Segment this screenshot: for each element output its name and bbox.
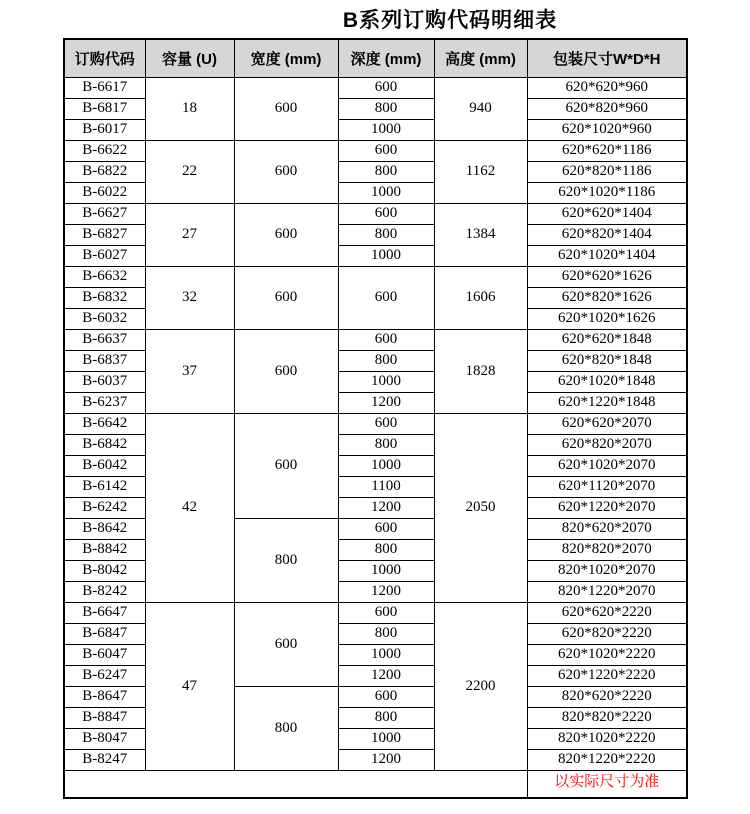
- depth-cell: 1000: [338, 455, 434, 476]
- capacity-cell: 27: [145, 203, 234, 266]
- package-size-cell: 620*820*960: [527, 98, 687, 119]
- package-size-cell: 820*1020*2220: [527, 728, 687, 749]
- order-code-cell: B-6817: [64, 98, 145, 119]
- capacity-cell: 47: [145, 602, 234, 770]
- depth-cell: 1200: [338, 665, 434, 686]
- order-code-cell: B-6632: [64, 266, 145, 287]
- depth-cell: 1200: [338, 581, 434, 602]
- header-depth: 深度 (mm): [338, 39, 434, 77]
- capacity-cell: 18: [145, 77, 234, 140]
- table-row: [64, 329, 687, 350]
- height-cell: 2200: [434, 602, 527, 770]
- order-code-cell: B-6647: [64, 602, 145, 623]
- depth-cell: 800: [338, 539, 434, 560]
- order-code-cell: B-6027: [64, 245, 145, 266]
- package-size-cell: 620*1020*2220: [527, 644, 687, 665]
- order-code-cell: B-6017: [64, 119, 145, 140]
- package-size-cell: 620*620*1186: [527, 140, 687, 161]
- depth-cell: 600: [338, 203, 434, 224]
- order-code-cell: B-6047: [64, 644, 145, 665]
- order-code-cell: B-6247: [64, 665, 145, 686]
- depth-cell: 800: [338, 350, 434, 371]
- width-cell: 600: [234, 140, 338, 203]
- order-code-cell: B-6827: [64, 224, 145, 245]
- order-code-cell: B-6637: [64, 329, 145, 350]
- order-code-cell: B-6142: [64, 476, 145, 497]
- package-size-cell: 620*620*1626: [527, 266, 687, 287]
- package-size-cell: 620*1020*1848: [527, 371, 687, 392]
- depth-cell: 1200: [338, 749, 434, 770]
- header-width: 宽度 (mm): [234, 39, 338, 77]
- order-code-cell: B-8242: [64, 581, 145, 602]
- package-size-cell: 820*1220*2220: [527, 749, 687, 770]
- depth-cell: 600: [338, 518, 434, 539]
- depth-cell: 1000: [338, 728, 434, 749]
- package-size-cell: 620*820*1186: [527, 161, 687, 182]
- package-size-cell: 820*820*2220: [527, 707, 687, 728]
- order-code-cell: B-8847: [64, 707, 145, 728]
- table-row: [64, 413, 687, 434]
- package-size-cell: 620*1220*1848: [527, 392, 687, 413]
- height-cell: 940: [434, 77, 527, 140]
- capacity-cell: 37: [145, 329, 234, 413]
- package-size-cell: 620*620*2070: [527, 413, 687, 434]
- depth-cell: 600: [338, 329, 434, 350]
- header-height: 高度 (mm): [434, 39, 527, 77]
- depth-cell: 600: [338, 686, 434, 707]
- package-size-cell: 620*620*960: [527, 77, 687, 98]
- package-size-cell: 620*1020*1186: [527, 182, 687, 203]
- depth-cell: 600: [338, 413, 434, 434]
- order-code-cell: B-6822: [64, 161, 145, 182]
- order-code-cell: B-6242: [64, 497, 145, 518]
- header-capacity: 容量 (U): [145, 39, 234, 77]
- footer-empty-cell: [64, 770, 527, 798]
- footer-row: [64, 770, 687, 798]
- height-cell: 1384: [434, 203, 527, 266]
- depth-cell: 600: [338, 77, 434, 98]
- height-cell: 1162: [434, 140, 527, 203]
- order-code-cell: B-6627: [64, 203, 145, 224]
- depth-cell: 800: [338, 98, 434, 119]
- package-size-cell: 620*620*1848: [527, 329, 687, 350]
- order-code-cell: B-6022: [64, 182, 145, 203]
- footer-note-cell: 以实际尺寸为准: [527, 770, 687, 798]
- width-cell: 600: [234, 266, 338, 329]
- table-row: [64, 602, 687, 623]
- table-row: [64, 266, 687, 287]
- package-size-cell: 620*820*2070: [527, 434, 687, 455]
- table-header: [64, 39, 687, 77]
- depth-cell: 1000: [338, 182, 434, 203]
- table-row: [64, 77, 687, 98]
- package-size-cell: 620*1020*1626: [527, 308, 687, 329]
- package-size-cell: 820*620*2220: [527, 686, 687, 707]
- order-code-cell: B-6642: [64, 413, 145, 434]
- package-size-cell: 620*820*1626: [527, 287, 687, 308]
- width-cell: 600: [234, 77, 338, 140]
- page-title: B系列订购代码明细表: [342, 9, 558, 32]
- package-size-cell: 820*820*2070: [527, 539, 687, 560]
- capacity-cell: 42: [145, 413, 234, 602]
- order-code-cell: B-8047: [64, 728, 145, 749]
- package-size-cell: 620*1020*1404: [527, 245, 687, 266]
- order-code-table: [63, 38, 688, 799]
- order-code-cell: B-6842: [64, 434, 145, 455]
- height-cell: 1606: [434, 266, 527, 329]
- package-size-cell: 620*820*1404: [527, 224, 687, 245]
- table-row: [64, 203, 687, 224]
- depth-cell: 1200: [338, 497, 434, 518]
- depth-cell: 800: [338, 434, 434, 455]
- depth-cell: 800: [338, 707, 434, 728]
- depth-cell: 800: [338, 224, 434, 245]
- order-code-cell: B-8647: [64, 686, 145, 707]
- width-cell: 800: [234, 518, 338, 602]
- package-size-cell: 620*1220*2070: [527, 497, 687, 518]
- order-code-cell: B-6832: [64, 287, 145, 308]
- capacity-cell: 32: [145, 266, 234, 329]
- package-size-cell: 820*1020*2070: [527, 560, 687, 581]
- capacity-cell: 22: [145, 140, 234, 203]
- package-size-cell: 620*820*1848: [527, 350, 687, 371]
- package-size-cell: 620*820*2220: [527, 623, 687, 644]
- header-order-code: 订购代码: [64, 39, 145, 77]
- order-code-cell: B-6237: [64, 392, 145, 413]
- depth-cell: 1000: [338, 245, 434, 266]
- depth-cell: 1000: [338, 560, 434, 581]
- depth-cell: 800: [338, 623, 434, 644]
- order-code-cell: B-6847: [64, 623, 145, 644]
- order-code-cell: B-8247: [64, 749, 145, 770]
- depth-cell: 600: [338, 602, 434, 623]
- width-cell: 800: [234, 686, 338, 770]
- order-table-body: [64, 77, 687, 770]
- order-code-cell: B-6622: [64, 140, 145, 161]
- depth-cell: 600: [338, 140, 434, 161]
- width-cell: 600: [234, 329, 338, 413]
- depth-cell: 1000: [338, 119, 434, 140]
- width-cell: 600: [234, 413, 338, 518]
- table-row: [64, 140, 687, 161]
- order-code-cell: B-8842: [64, 539, 145, 560]
- depth-cell: 1200: [338, 392, 434, 413]
- order-code-cell: B-6837: [64, 350, 145, 371]
- depth-cell: 600: [338, 266, 434, 329]
- package-size-cell: 620*1220*2220: [527, 665, 687, 686]
- order-code-cell: B-6042: [64, 455, 145, 476]
- header-package-size: 包装尺寸W*D*H: [527, 39, 687, 77]
- package-size-cell: 620*1120*2070: [527, 476, 687, 497]
- header-row: [64, 39, 687, 77]
- depth-cell: 800: [338, 161, 434, 182]
- order-code-cell: B-6037: [64, 371, 145, 392]
- order-code-cell: B-6617: [64, 77, 145, 98]
- table-footer: [64, 770, 687, 798]
- depth-cell: 1000: [338, 644, 434, 665]
- package-size-cell: 820*1220*2070: [527, 581, 687, 602]
- package-size-cell: 620*620*2220: [527, 602, 687, 623]
- order-code-cell: B-6032: [64, 308, 145, 329]
- order-code-cell: B-8642: [64, 518, 145, 539]
- depth-cell: 1100: [338, 476, 434, 497]
- width-cell: 600: [234, 203, 338, 266]
- width-cell: 600: [234, 602, 338, 686]
- package-size-cell: 620*1020*2070: [527, 455, 687, 476]
- package-size-cell: 620*1020*960: [527, 119, 687, 140]
- package-size-cell: 820*620*2070: [527, 518, 687, 539]
- depth-cell: 1000: [338, 371, 434, 392]
- height-cell: 1828: [434, 329, 527, 413]
- height-cell: 2050: [434, 413, 527, 602]
- package-size-cell: 620*620*1404: [527, 203, 687, 224]
- order-code-cell: B-8042: [64, 560, 145, 581]
